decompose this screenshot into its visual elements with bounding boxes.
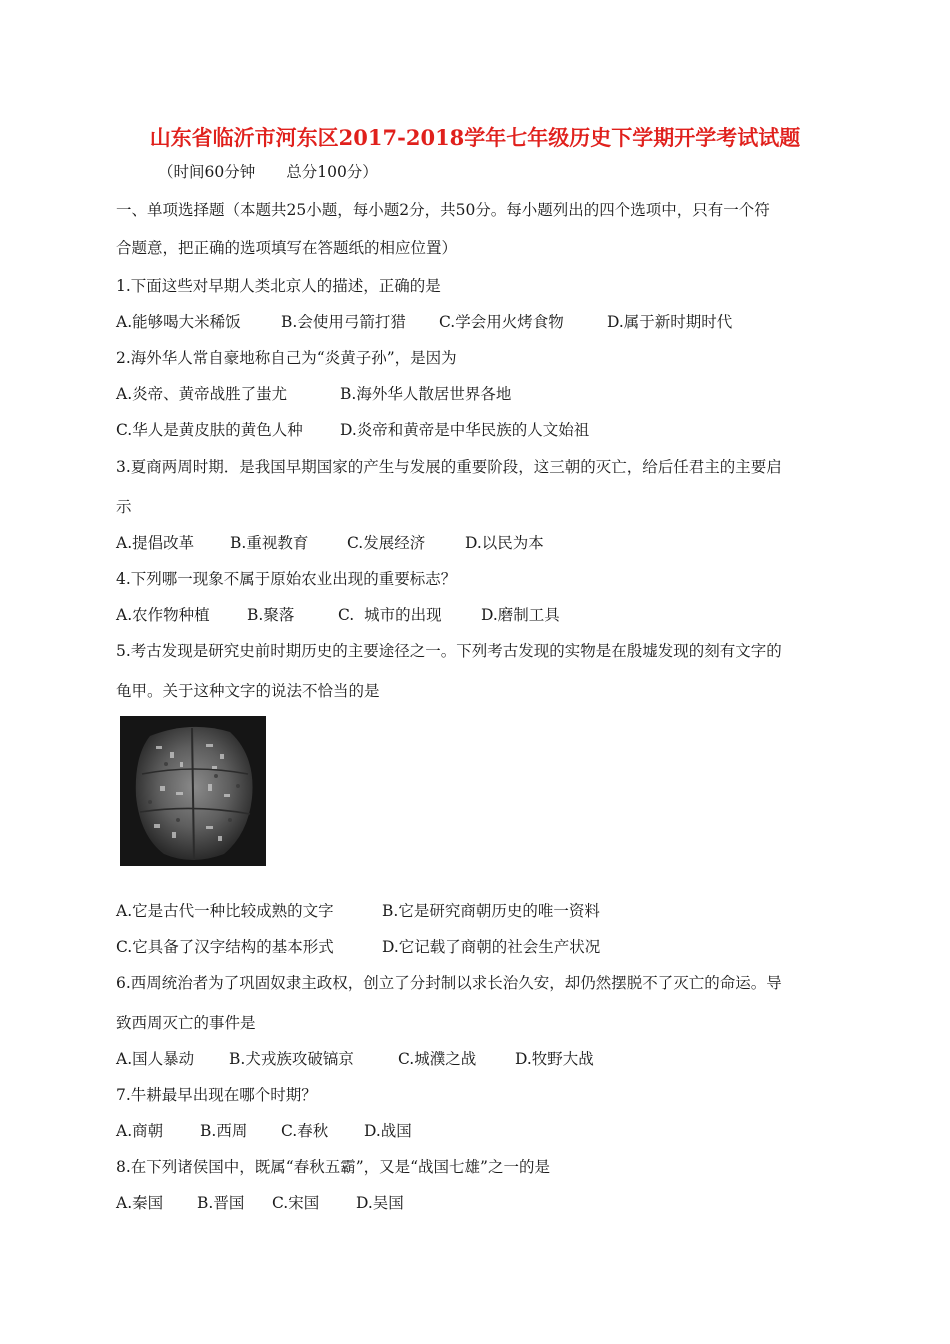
option-b: B.犬戎族攻破镐京 (229, 1050, 354, 1068)
option-c: C.城濮之战 (398, 1050, 477, 1068)
option-a: A.提倡改革 (116, 534, 195, 552)
question-4-stem: 4.下列哪一现象不属于原始农业出现的重要标志？ (116, 570, 457, 588)
option-b: B.它是研究商朝历史的唯一资料 (382, 902, 600, 920)
page-title: 山东省临沂市河东区2017-2018学年七年级历史下学期开学考试试题 (149, 125, 801, 150)
section-heading-line1: 一、单项选择题（本题共25小题，每小题2分，共50分。每小题列出的四个选项中，只有一个符 (116, 201, 770, 219)
question-3-stem-line1: 3.夏商两周时期．是我国早期国家的产生与发展的重要阶段，这三朝的灭亡，给后任君主的主要启 (116, 458, 782, 476)
option-b: B.海外华人散居世界各地 (340, 385, 512, 403)
option-a: A.秦国 (116, 1194, 164, 1212)
question-6-stem-line1: 6.西周统治者为了巩固奴隶主政权，创立了分封制以求长治久安，却仍然摆脱不了灭亡的命运。导 (116, 974, 782, 992)
question-3-stem-line2: 示 (116, 498, 132, 516)
section-heading-line2: 合题意，把正确的选项填写在答题纸的相应位置） (116, 239, 458, 257)
option-b: B.聚落 (247, 606, 295, 624)
option-c: C.春秋 (281, 1122, 329, 1140)
option-d: D.炎帝和黄帝是中华民族的人文始祖 (340, 421, 590, 439)
option-a: A.农作物种植 (116, 606, 210, 624)
question-5-stem-line1: 5.考古发现是研究史前时期历史的主要途径之一。下列考古发现的实物是在殷墟发现的刻有文字的 (116, 642, 782, 660)
option-d: D.牧野大战 (515, 1050, 594, 1068)
option-b: B.晋国 (197, 1194, 245, 1212)
option-b: B.西周 (200, 1122, 248, 1140)
option-c: C.发展经济 (347, 534, 426, 552)
option-d: D.它记载了商朝的社会生产状况 (382, 938, 601, 956)
option-b: B.会使用弓箭打猎 (281, 313, 406, 331)
question-5-stem-line2: 龟甲。关于这种文字的说法不恰当的是 (116, 682, 380, 700)
option-a: A.它是古代一种比较成熟的文字 (116, 902, 334, 920)
question-2-stem: 2.海外华人常自豪地称自己为“炎黄子孙”，是因为 (116, 349, 457, 367)
option-a: A.商朝 (116, 1122, 164, 1140)
question-6-stem-line2: 致西周灭亡的事件是 (116, 1014, 256, 1032)
option-c: C.学会用火烤食物 (439, 313, 564, 331)
option-c: C.宋国 (272, 1194, 320, 1212)
option-c: C. 城市的出现 (338, 606, 442, 624)
option-d: D.磨制工具 (481, 606, 560, 624)
exam-info: （时间60分钟 总分100分） (158, 163, 378, 181)
option-a: A.炎帝、黄帝战胜了蚩尤 (116, 385, 288, 403)
question-1-stem: 1.下面这些对早期人类北京人的描述，正确的是 (116, 277, 441, 295)
option-d: D.战国 (364, 1122, 412, 1140)
option-d: D.属于新时期时代 (607, 313, 733, 331)
question-8-stem: 8.在下列诸侯国中，既属“春秋五霸”，又是“战国七雄”之一的是 (116, 1158, 550, 1176)
option-d: D.以民为本 (465, 534, 544, 552)
option-b: B.重视教育 (230, 534, 309, 552)
option-a: A.国人暴动 (116, 1050, 195, 1068)
oracle-bone-image (120, 716, 266, 866)
option-c: C.它具备了汉字结构的基本形式 (116, 938, 334, 956)
option-c: C.华人是黄皮肤的黄色人种 (116, 421, 303, 439)
question-7-stem: 7.牛耕最早出现在哪个时期？ (116, 1086, 317, 1104)
option-a: A.能够喝大米稀饭 (116, 313, 241, 331)
option-d: D.吴国 (356, 1194, 404, 1212)
